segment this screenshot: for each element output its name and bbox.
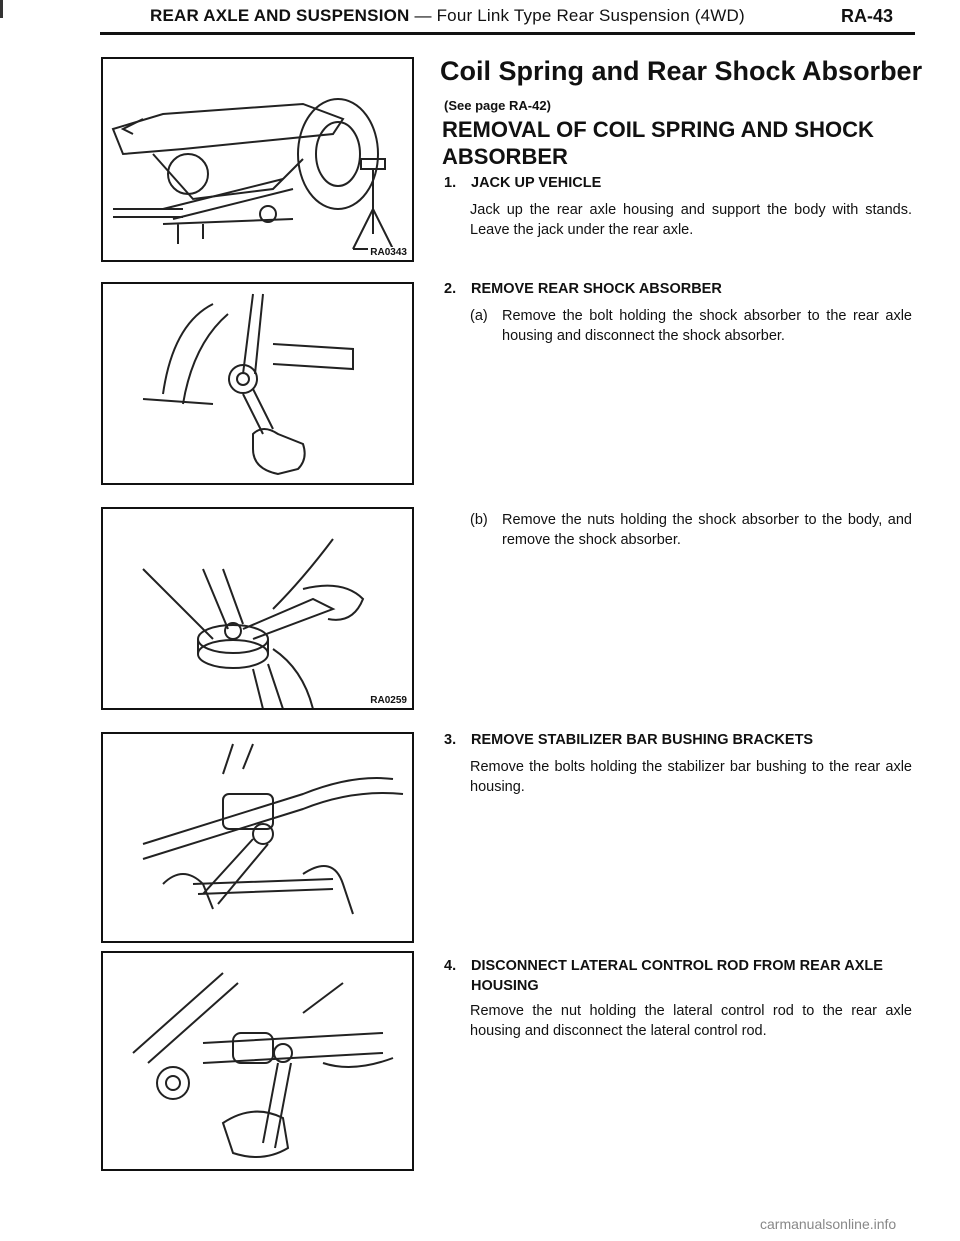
- figure-jack-up-vehicle: [101, 57, 414, 262]
- section-title: Coil Spring and Rear Shock Absorber: [440, 56, 923, 86]
- step-1-text: Jack up the rear axle housing and support the body with stands. Leave the jack under the rear axle.: [470, 202, 912, 238]
- substep-label: (a): [470, 308, 488, 324]
- figure-stabilizer-bracket: [101, 732, 414, 943]
- figure-shock-absorber-nuts: [101, 507, 414, 710]
- step-number: 2.: [444, 281, 457, 297]
- lateral-control-rod-illustration: [103, 953, 414, 1171]
- see-page-reference: (See page RA-42): [444, 98, 551, 113]
- header-section: REAR AXLE AND SUSPENSION: [150, 6, 410, 25]
- step-2-heading: [444, 281, 722, 297]
- step-heading-text: JACK UP VEHICLE: [471, 175, 602, 191]
- procedure-title: REMOVAL OF COIL SPRING AND SHOCK ABSORBER: [442, 117, 874, 169]
- figure-shock-absorber-bolt: [101, 282, 414, 485]
- step-number: 3.: [444, 732, 457, 748]
- step-3-heading: [444, 732, 813, 748]
- page-number: RA-43: [841, 6, 894, 26]
- page-edge-mark: [0, 0, 3, 18]
- header-subtitle: — Four Link Type Rear Suspension (4WD): [414, 6, 745, 25]
- step-number: 4.: [444, 958, 457, 974]
- header-rule: [100, 32, 915, 35]
- figure-code: RA0343: [370, 247, 407, 258]
- step-4-heading: [444, 956, 912, 996]
- step-1-heading: [444, 175, 601, 191]
- step-heading-text: DISCONNECT LATERAL CONTROL ROD FROM REAR AXLE HOUSING: [471, 958, 883, 994]
- step-number: 1.: [444, 175, 457, 191]
- watermark: carmanualsonline.info: [760, 1216, 897, 1232]
- shock-absorber-bolt-illustration: [103, 284, 414, 485]
- step-heading-text: REMOVE REAR SHOCK ABSORBER: [471, 281, 722, 297]
- substep-text: Remove the nuts holding the shock absorber to the body, and remove the shock absorber.: [502, 512, 912, 548]
- stabilizer-bracket-illustration: [103, 734, 414, 943]
- figure-lateral-control-rod: [101, 951, 414, 1171]
- substep-text: Remove the bolt holding the shock absorber to the rear axle housing and disconnect the shock absorber.: [502, 308, 912, 344]
- jack-illustration: [103, 59, 414, 262]
- step-2b: [470, 510, 912, 550]
- running-header: [150, 6, 745, 26]
- substep-label: (b): [470, 512, 488, 528]
- step-4-text: Remove the nut holding the lateral control rod to the rear axle housing and disconnect the lateral control rod.: [470, 1003, 912, 1039]
- step-heading-text: REMOVE STABILIZER BAR BUSHING BRACKETS: [471, 732, 814, 748]
- shock-absorber-nuts-illustration: [103, 509, 414, 710]
- step-2a: [470, 306, 912, 346]
- figure-code: RA0259: [370, 695, 407, 706]
- step-3-text: Remove the bolts holding the stabilizer bar bushing to the rear axle housing.: [470, 759, 912, 795]
